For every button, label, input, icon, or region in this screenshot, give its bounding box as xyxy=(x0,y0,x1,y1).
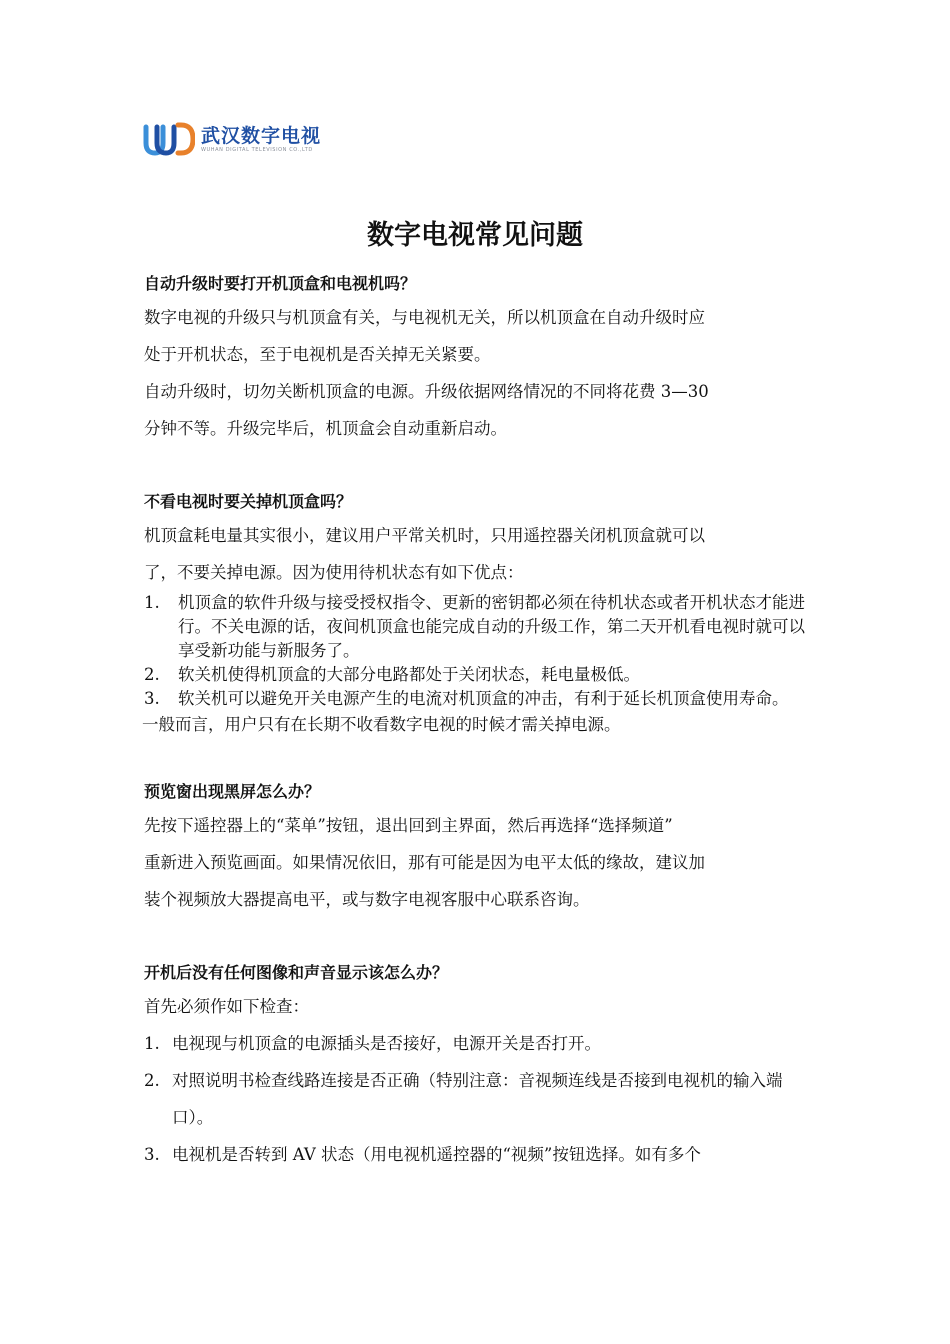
list-number: 3. xyxy=(144,1145,160,1164)
list-item xyxy=(144,1136,808,1173)
paragraph-line: 分钟不等。升级完毕后，机顶盒会自动重新启动。 xyxy=(144,419,507,438)
paragraph-line: 机顶盒耗电量其实很小，建议用户平常关机时，只用遥控器关闭机顶盒就可以 xyxy=(144,526,705,545)
section-heading: 开机后没有任何图像和声音显示该怎么办？ xyxy=(144,963,449,982)
list-item xyxy=(144,1062,808,1136)
logo-name-en: WUHAN DIGITAL TELEVISION CO.,LTD xyxy=(201,146,313,153)
list-item xyxy=(144,687,808,711)
company-logo xyxy=(143,121,321,157)
section-heading: 预览窗出现黑屏怎么办？ xyxy=(144,782,321,801)
document-body xyxy=(144,269,808,1173)
paragraph-line: 处于开机状态，至于电视机是否关掉无关紧要。 xyxy=(144,345,491,364)
paragraph-line: 装个视频放大器提高电平，或与数字电视客服中心联系咨询。 xyxy=(144,890,590,909)
section-heading: 自动升级时要打开机顶盒和电视机吗？ xyxy=(144,274,417,293)
paragraph-line: 自动升级时，切勿关断机顶盒的电源。升级依据网络情况的不同将花费 3—30 xyxy=(144,382,709,401)
paragraph-line: 了，不要关掉电源。因为使用待机状态有如下优点： xyxy=(144,563,524,582)
list-item-text: 电视现与机顶盒的电源插头是否接好，电源开关是否打开。 xyxy=(172,1034,601,1053)
list-item-text: 软关机使得机顶盒的大部分电路都处于关闭状态，耗电量极低。 xyxy=(178,665,640,684)
section-heading: 不看电视时要关掉机顶盒吗？ xyxy=(144,492,353,511)
paragraph-line: 首先必须作如下检查： xyxy=(144,997,309,1016)
list-item xyxy=(144,591,808,663)
list-item xyxy=(144,1025,808,1062)
list-number: 1. xyxy=(144,593,160,612)
paragraph-line: 先按下遥控器上的“菜单”按钮，退出回到主界面，然后再选择“选择频道” xyxy=(144,816,673,835)
numbered-list xyxy=(144,591,808,711)
list-number: 1. xyxy=(144,1034,160,1053)
paragraph-line: 一般而言，用户只有在长期不收看数字电视的时候才需关掉电源。 xyxy=(142,715,621,734)
list-number: 3. xyxy=(144,689,160,708)
list-item-text: 软关机可以避免开关电源产生的电流对机顶盒的冲击，有利于延长机顶盒使用寿命。 xyxy=(178,689,789,708)
numbered-list xyxy=(144,1025,808,1173)
list-number: 2. xyxy=(144,665,160,684)
logo-name-cn: 武汉数字电视 xyxy=(201,124,322,147)
paragraph-line: 重新进入预览画面。如果情况依旧，那有可能是因为电平太低的缘故，建议加 xyxy=(144,853,705,872)
list-item xyxy=(144,663,808,687)
list-item-text: 电视机是否转到 AV 状态（用电视机遥控器的“视频”按钮选择。如有多个 xyxy=(172,1145,701,1164)
list-item-text: 对照说明书检查线路连接是否正确（特别注意：音视频连线是否接到电视机的输入端口）。 xyxy=(172,1071,783,1127)
list-number: 2. xyxy=(144,1071,160,1090)
wd-logo-icon xyxy=(143,121,195,157)
page-title: 数字电视常见问题 xyxy=(367,220,583,251)
list-item-text: 机顶盒的软件升级与接受授权指令、更新的密钥都必须在待机状态或者开机状态才能进行。不关电源的话，夜间机顶盒也能完成自动的升级工作，第二天开机看电视时就可以享受新功能与新服务了。 xyxy=(178,593,805,660)
paragraph-line: 数字电视的升级只与机顶盒有关，与电视机无关，所以机顶盒在自动升级时应 xyxy=(144,308,705,327)
